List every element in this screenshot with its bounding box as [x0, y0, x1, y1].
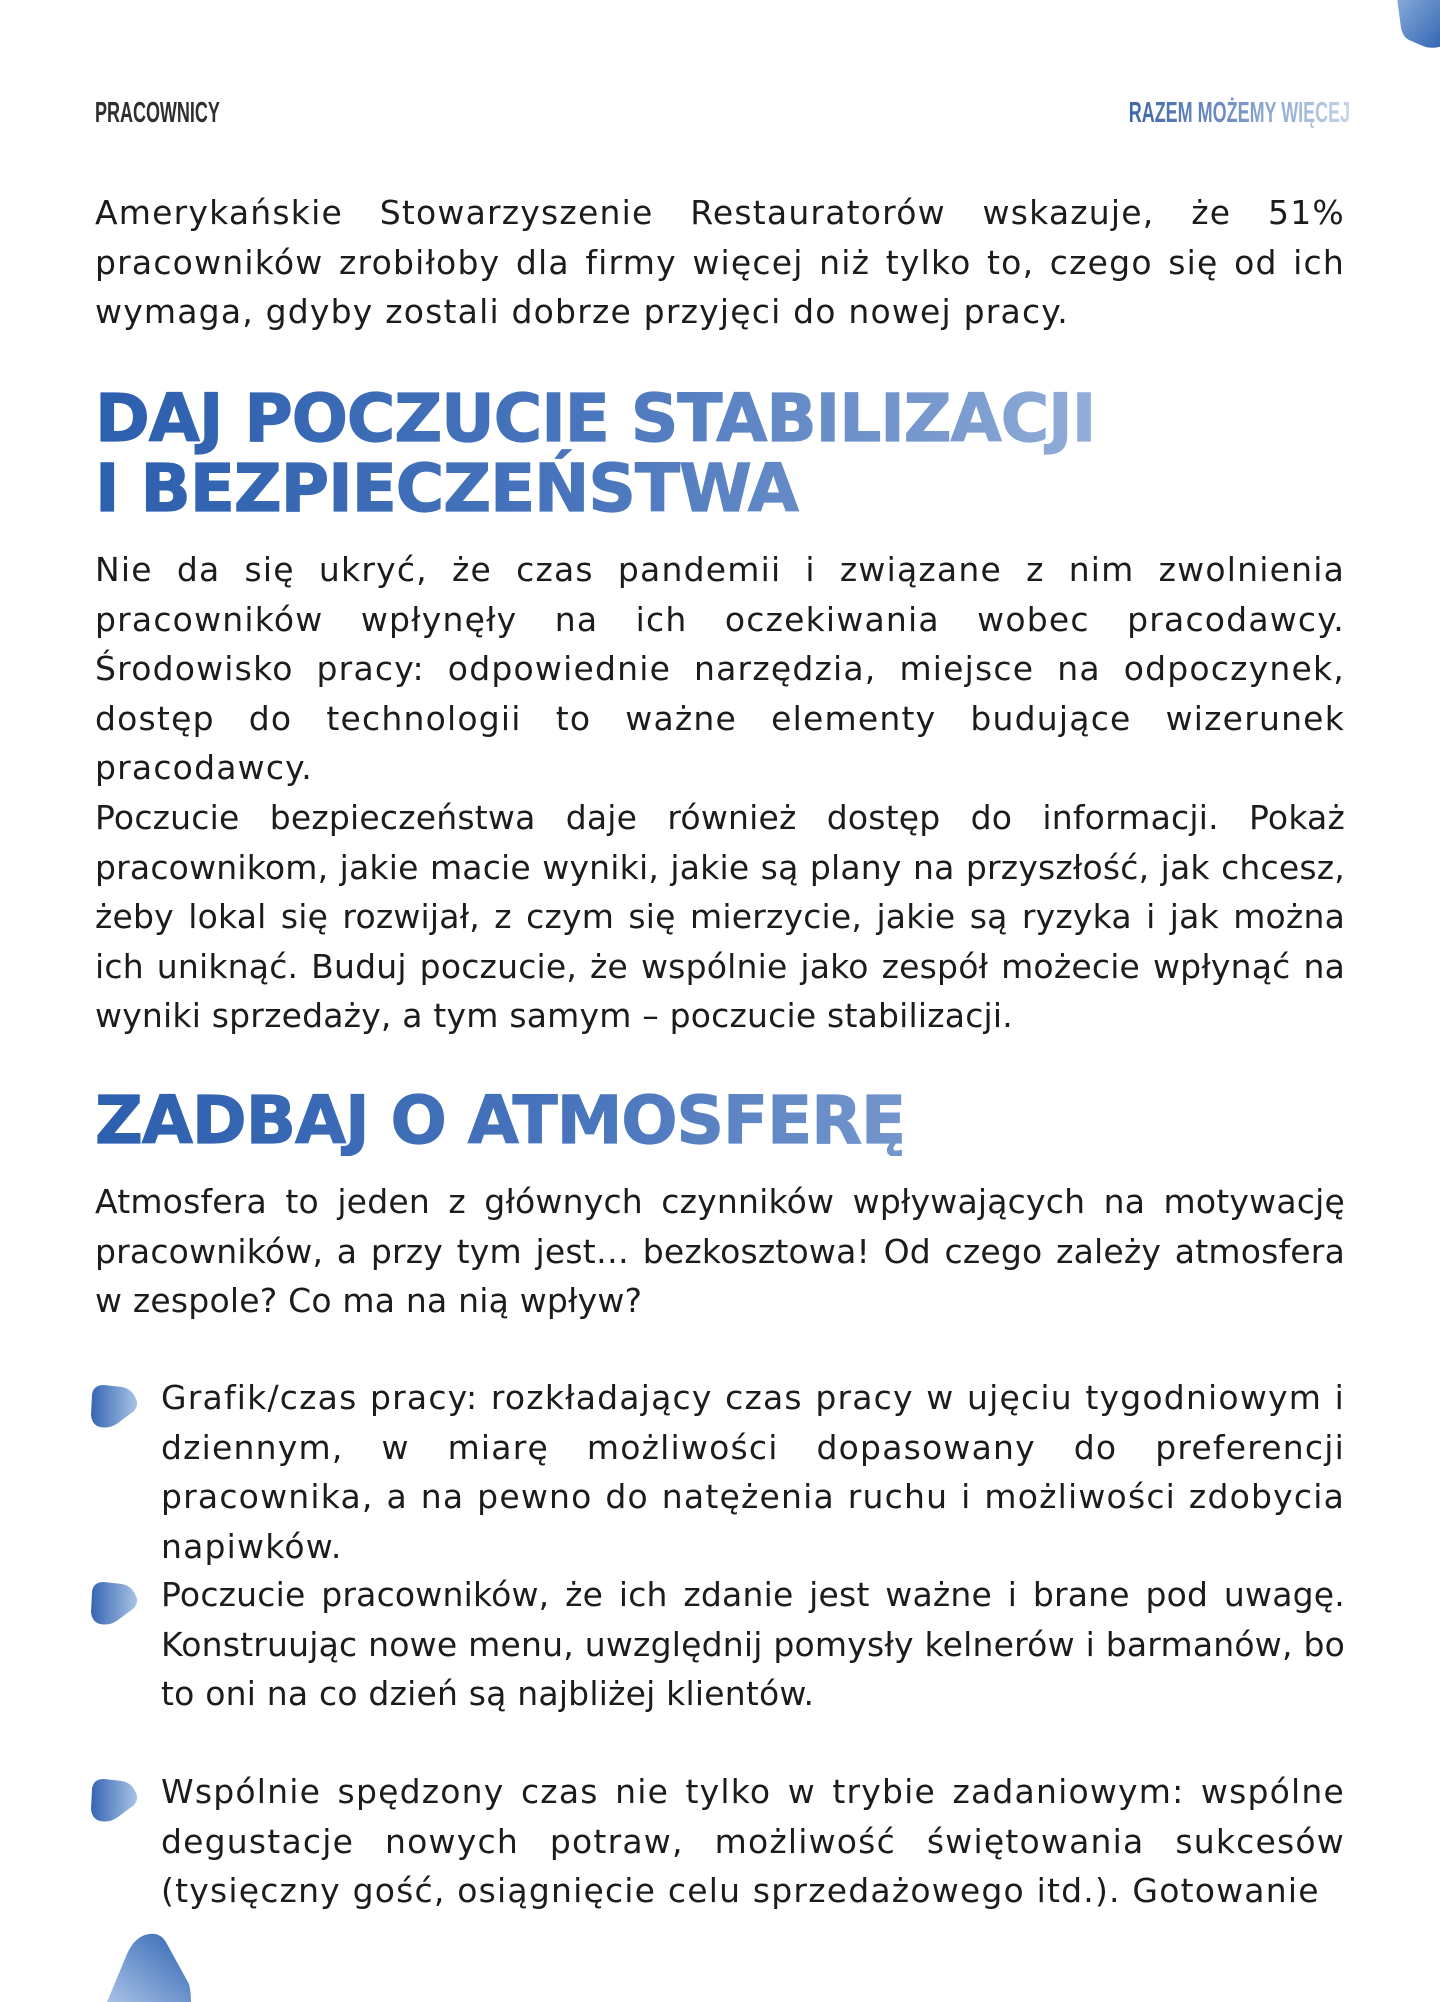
section1-paragraph-1: Nie da się ukryć, że czas pandemii i związane z nim zwolnienia pracowników wpłynęły na ich oczekiwania wobec pracodawcy. Środowisko pracy: odpowiednie narzędzia, miejsce na odpoczynek, dostęp do technologii to ważne elementy budujące wizerunek pracodawcy. [95, 550, 1345, 787]
section1-heading [95, 380, 1345, 527]
section2-intro-block [95, 1177, 1345, 1326]
intro-block [95, 188, 1345, 337]
list-item-text: Grafik/czas pracy: rozkładający czas pracy w ujęciu tygodniowym i dziennym, w miarę możliwości dopasowany do preferencji pracownika, a na pewno do natężenia ruchu i możliwości zdobycia napiwków. [161, 1378, 1345, 1566]
list-item [88, 1767, 1345, 1916]
list-item [88, 1570, 1345, 1719]
section1-heading-line1: DAJ POCZUCIE STABILIZACJI [95, 380, 1096, 457]
section2-intro-paragraph: Atmosfera to jeden z głównych czynników wpływających na motywację pracowników, a przy tym jest… bezkosztowa! Od czego zależy atmosfera w zespole? Co ma na nią wpływ? [95, 1182, 1345, 1320]
blob-bullet-icon [88, 1578, 140, 1626]
section1-paragraph-2-block [95, 793, 1345, 1041]
intro-paragraph: Amerykańskie Stowarzyszenie Restauratorów wskazuje, że 51% pracowników zrobiłoby dla firmy więcej niż tylko to, czego się od ich wymaga, gdyby zostali dobrze przyjęci do nowej pracy. [95, 193, 1345, 331]
list-item [88, 1373, 1345, 1571]
section1-heading-block [95, 380, 1345, 527]
blob-bullet-icon [88, 1381, 140, 1429]
blob-bullet-icon [88, 1775, 140, 1823]
section-label: PRACOWNICY [95, 97, 220, 129]
corner-blob-bottom-left-icon [105, 1932, 195, 2002]
list-item-text: Poczucie pracowników, że ich zdanie jest ważne i brane pod uwagę. Konstruując nowe menu, uwzględnij pomysły kelnerów i barmanów, bo to oni na co dzień są najbliżej klientów. [161, 1575, 1345, 1713]
section1-paragraph-2: Poczucie bezpieczeństwa daje również dostęp do informacji. Pokaż pracownikom, jakie macie wyniki, jakie są plany na przyszłość, jak chcesz, żeby lokal się rozwijał, z czym się mierzycie, jakie są ryzyka i jak można ich uniknąć. Buduj poczucie, że wspólnie jako zespół możecie wpłynąć na wyniki sprzedaży, a tym samym – poczucie stabilizacji. [95, 798, 1345, 1035]
section1-paragraph-1-block [95, 545, 1345, 793]
corner-blob-top-right-icon [1395, 0, 1440, 50]
section2-heading: ZADBAJ O ATMOSFERĘ [95, 1086, 1345, 1156]
section1-heading-line2: I BEZPIECZEŃSTWA [95, 450, 798, 527]
section2-heading-block [95, 1082, 1345, 1159]
slogan-label: RAZEM MOŻEMY WIĘCEJ [1128, 97, 1350, 129]
list-item-text: Wspólnie spędzony czas nie tylko w trybie zadaniowym: wspólne degustacje nowych potraw, możliwość świętowania sukcesów (tysięczny gość, osiągnięcie celu sprzedażowego itd.). Gotowanie [161, 1772, 1345, 1910]
